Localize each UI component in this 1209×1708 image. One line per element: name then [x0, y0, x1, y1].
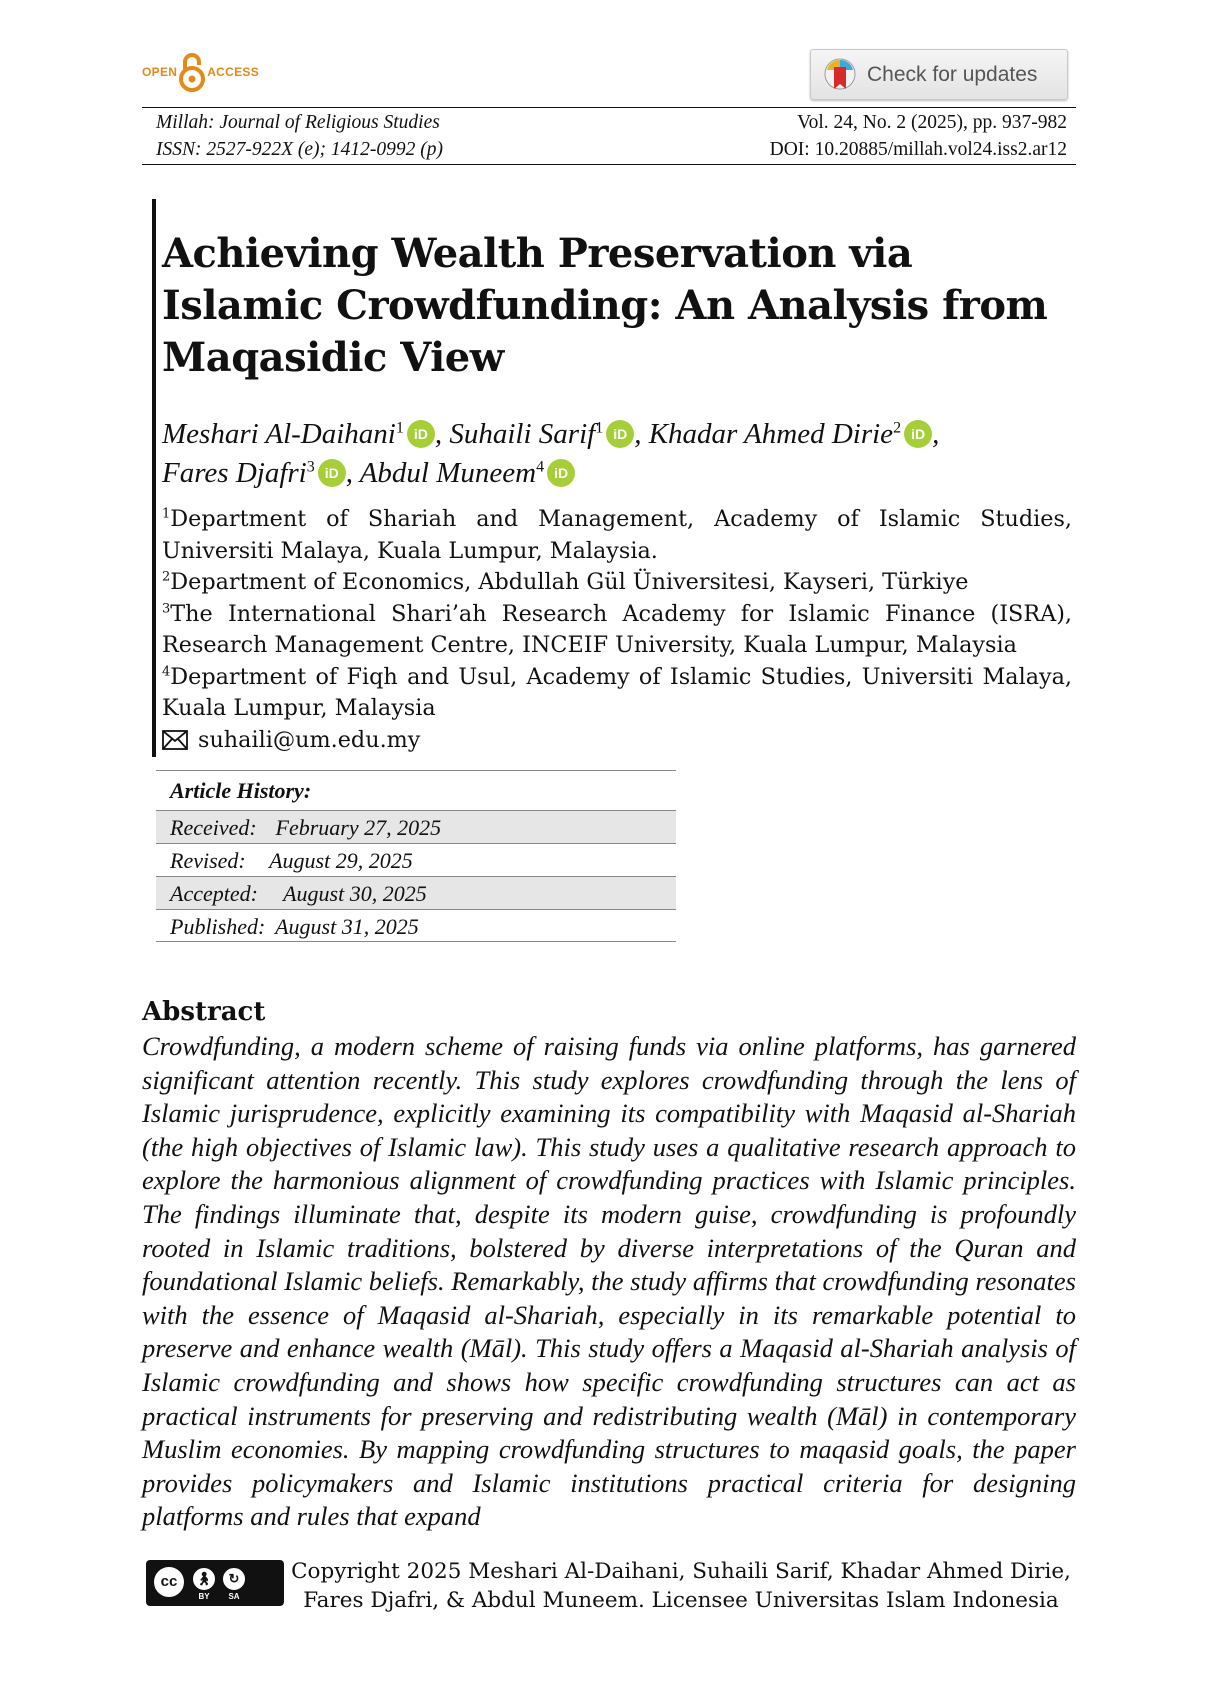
affiliation-item: $^3$The International Shari’ah Research Academy for Islamic Finance (ISRA), Research Management Centre, INCEIF University, Kuala Lumpur, Malaysia	[162, 600, 1072, 658]
history-row: Accepted: August 30, 2025	[156, 876, 676, 909]
affiliations	[162, 504, 1072, 756]
journal-name: Millah: Journal of Religious Studies	[156, 112, 440, 133]
author: Fares Djafri$^3$	[162, 457, 315, 489]
orcid-icon[interactable]: iD	[904, 420, 932, 448]
history-row: Received: February 27, 2025	[156, 810, 676, 843]
orcid-icon[interactable]: iD	[407, 420, 435, 448]
abstract-text: Crowdfunding, a modern scheme of raising funds via online platforms, has garnered significant attention recently. This study explores crowdfunding through the lens of Islamic jurisprudence, explicitly examining its compatibility with Maqasid al-Shariah (the high objectives of Islamic law). This study uses a qualitative research approach to explore the harmonious alignment of crowdfunding practices with Islamic principles. The findings illuminate that, despite its modern guise, crowdfunding is profoundly rooted in Islamic traditions, bolstered by diverse interpretations of the Quran and foundational Islamic beliefs. Remarkably, the study affirms that crowdfunding resonates with the essence of Maqasid al-Shariah, especially in its remarkable potential to preserve and enhance wealth (Māl). This study offers a Maqasid al-Shariah analysis of Islamic crowdfunding and shows how specific crowdfunding structures can act as practical instruments for preserving and redistributing wealth (Māl) in contemporary Muslim economies. By mapping crowdfunding structures to maqasid goals, the paper provides policymakers and Islamic institutions practical criteria for designing platforms and rules that expand	[142, 1031, 1076, 1532]
author: Meshari Al-Daihani$^1$	[162, 418, 404, 450]
check-for-updates-button[interactable]	[810, 49, 1068, 100]
header-top-rule	[142, 107, 1076, 108]
copyright-notice: Copyright 2025 Meshari Al-Daihani, Suhaili Sarif, Khadar Ahmed Dirie, Fares Djafri, & Abdul Muneem. Licensee Universitas Islam Indonesia	[291, 1559, 1071, 1613]
crossmark-icon	[823, 57, 857, 93]
article-history-title: Article History:	[156, 770, 676, 810]
open-access-logo	[142, 50, 259, 94]
author: Abdul Muneem$^4$	[359, 457, 545, 489]
paper-title: Achieving Wealth Preservation via Islamic Crowdfunding: An Analysis from Maqasidic View	[162, 230, 1048, 381]
journal-doi[interactable]: DOI: 10.20885/millah.vol24.iss2.ar12	[769, 139, 1067, 160]
header-bottom-rule	[142, 164, 1076, 165]
article-history	[156, 770, 676, 942]
title-side-bar	[152, 199, 156, 757]
abstract-heading: Abstract	[142, 997, 266, 1027]
open-lock-icon	[179, 52, 205, 92]
cc-icon: cc	[151, 1564, 187, 1600]
open-access-word-left: OPEN	[142, 65, 178, 79]
history-row: Revised: August 29, 2025	[156, 843, 676, 876]
journal-volume: Vol. 24, No. 2 (2025), pp. 937-982	[797, 112, 1067, 133]
check-for-updates-label: Check for updates	[867, 62, 1038, 86]
creative-commons-badge[interactable]	[146, 1560, 284, 1606]
corresponding-email[interactable]: suhaili@um.edu.my	[198, 726, 421, 753]
affiliation-item: $^1$Department of Shariah and Management, Academy of Islamic Studies, Universiti Malaya, Kuala Lumpur, Malaysia.	[162, 506, 1072, 564]
affiliation-item: $^4$Department of Fiqh and Usul, Academy of Islamic Studies, Universiti Malaya, Kuala Lumpur, Malaysia	[162, 663, 1072, 721]
history-row: Published: August 31, 2025	[156, 909, 676, 942]
open-access-word-right: ACCESS	[207, 65, 260, 79]
cc-by-label: BY	[198, 1592, 210, 1601]
author: Khadar Ahmed Dirie$^2$	[648, 418, 902, 450]
orcid-icon[interactable]: iD	[318, 459, 346, 487]
cc-sa-icon: ↻	[221, 1566, 247, 1592]
orcid-icon[interactable]: iD	[606, 420, 634, 448]
journal-info	[156, 109, 443, 163]
cc-by-icon: 🚶︎	[191, 1566, 217, 1592]
author-list: Meshari Al-Daihani$^1$ iD , Suhaili Sarif$^1$ iD , Khadar Ahmed Dirie$^2$ iD , Fares Djafri$^3$ iD , Abdul Muneem$^4$ iD	[162, 418, 940, 489]
envelope-icon	[162, 730, 188, 750]
journal-issue-info	[770, 109, 1067, 163]
author: Suhaili Sarif$^1$	[449, 418, 604, 450]
email-line	[162, 725, 1072, 757]
affiliation-item: $^2$Department of Economics, Abdullah Gül Üniversitesi, Kayseri, Türkiye	[162, 569, 969, 595]
journal-issn: ISSN: 2527-922X (e); 1412-0992 (p)	[156, 139, 444, 160]
cc-sa-label: SA	[228, 1592, 240, 1601]
orcid-icon[interactable]: iD	[547, 459, 575, 487]
